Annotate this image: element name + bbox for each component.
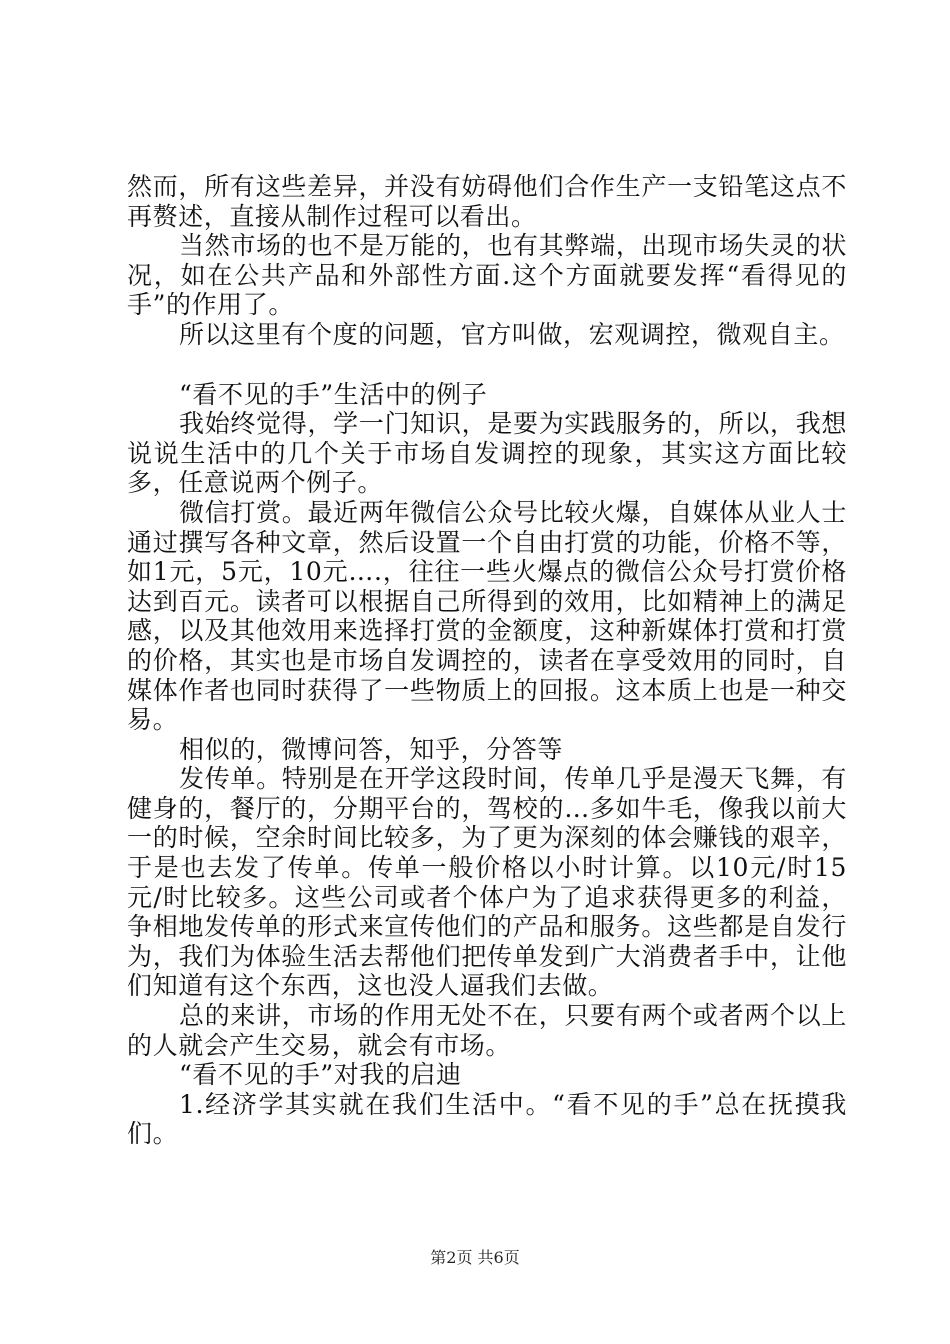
paragraph-similar-platforms: 相似的，微博问答，知乎，分答等 bbox=[179, 734, 564, 764]
page-footer: 第2页 共6页 bbox=[430, 1248, 520, 1267]
section-heading-inspiration: “看不见的手”对我的启迪 bbox=[179, 1060, 462, 1090]
paragraph-knowledge-practice: 我始终觉得，学一门知识，是要为实践服务的，所以，我想说说生活中的几个关于市场自发调控的现象，其实这方面比较多，任意说两个例子。 bbox=[127, 409, 847, 498]
document-body bbox=[127, 172, 847, 1149]
paragraph-market-failure: 当然市场的也不是万能的，也有其弊端，出现市场失灵的状况，如在公共产品和外部性方面.这个方面就要发挥“看得见的手”的作用了。 bbox=[127, 231, 847, 320]
paragraph-point-one: 1.经济学其实就在我们生活中。“看不见的手”总在抚摸我们。 bbox=[127, 1089, 847, 1149]
paragraph-gap bbox=[127, 350, 847, 380]
paragraph-differences: 然而，所有这些差异，并没有妨碍他们合作生产一支铅笔这点不再赘述，直接从制作过程可以看出。 bbox=[127, 172, 847, 231]
section-heading-examples: “看不见的手”生活中的例子 bbox=[179, 379, 488, 409]
paragraph-wechat-tipping: 微信打赏。最近两年微信公众号比较火爆，自媒体从业人士通过撰写各种文章，然后设置一个自由打赏的功能，价格不等，如1元，5元，10元….，往往一些火爆点的微信公众号打赏价格达到百元。读者可以根据自己所得到的效用，比如精神上的满足感，以及其他效用来选择打赏的金额度，这种新媒体打赏和打赏的价格，其实也是市场自发调控的，读者在享受效用的同时，自媒体作者也同时获得了一些物质上的回报。这本质上也是一种交易。 bbox=[127, 497, 847, 735]
paragraph-macro-control: 所以这里有个度的问题，官方叫做，宏观调控，微观自主。 bbox=[179, 319, 845, 349]
paragraph-flyers: 发传单。特别是在开学这段时间，传单几乎是漫天飞舞，有健身的，餐厅的，分期平台的，驾校的…多如牛毛，像我以前大一的时候，空余时间比较多，为了更为深刻的体会赚钱的艰辛，于是也去发了传单。传单一般价格以小时计算。以10元/时15元/时比较多。这些公司或者个体户为了追求获得更多的利益，争相地发传单的形式来宣传他们的产品和服务。这些都是自发行为，我们为体验生活去帮他们把传单发到广大消费者手中，让他们知道有这个东西，这也没人逼我们去做。 bbox=[127, 764, 847, 1001]
paragraph-summary: 总的来讲，市场的作用无处不在，只要有两个或者两个以上的人就会产生交易，就会有市场。 bbox=[127, 1001, 847, 1060]
